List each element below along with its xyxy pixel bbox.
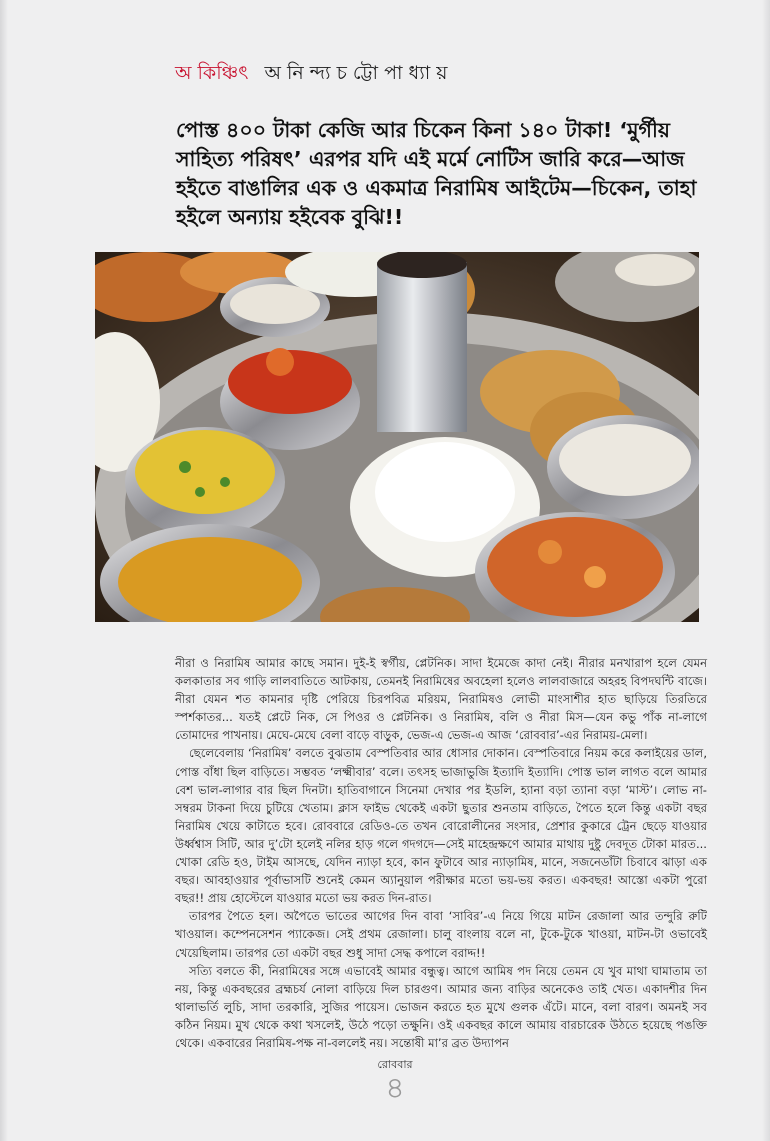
- article-paragraph: তারপর পৈতে হল। অপৈতে ভাতের আগের দিন বাবা ‘সাবির’-এ নিয়ে গিয়ে মাটন রেজালা আর তন্দুরি রুটি খাওয়াল। কম্পেনসেশন প্যাকেজ। সেই প্রথম রেজালা। চালু বাংলায় বলে না, টুকে-টুকে খাওয়া, মাটন-টা ওভাবেই খেয়েছিলাম। তারপর তো একটা বছর শুধু সাদা সেদ্ধ কপালে বরাদ্দ!!: [175, 909, 707, 960]
- author-name: অ নি ন্দ্য চ ট্টো পা ধ্যা য়: [264, 62, 448, 84]
- column-header: [175, 58, 695, 88]
- column-name: অ কিঞ্চিৎ: [175, 62, 249, 84]
- page-number: ৪: [385, 1071, 405, 1106]
- article-paragraph: ছেলেবেলায় ‘নিরামিষ’ বলতে বুঝতাম বেস্পতিবার আর ধোসার দোকান। বেস্পতিবারে নিয়ম করে কলাইয়ের ডাল, পোস্ত বাঁধা ছিল বাড়িতে। সম্ভবত ‘লক্ষ্মীবার’ বলে। তৎসহ ভাজাভুজি ইত্যাদি ইত্যাদি। পোস্ত ভাল লাগত বলে আমার বেশ ভাল-লাগার বার ছিল দিনটা। হাতিবাগানে সিনেমা দেখার পর ইডলি, হ্যানা বড়া ত্যানা বড়া ‘মাস্ট’। লোভ না-সম্বরম টাকনা দিয়ে চুটিয়ে খেতাম। ক্লাস ফাইভ থেকেই একটা ছুতার শুনতাম বাড়িতে, পৈতে হলে কিন্তু একটা বছর নিরামিষ খেয়ে কাটাতে হবে। রোববারে রেডিও-তে তখন বোরোলীনের সংসার, প্রেশার কুকারে ট্রেন ছেড়ে যাওয়ার উর্ধ্বশ্বাস সিটি, আর দু’টো হলেই নলির হাড় গলে গদগদে—সেই মাহেন্দ্রক্ষণে আমার মাথায় দুষ্টু দেবদূত টোকা মারত... খোকা রেডি হও, টাইম আসছে, যেদিন ন্যাড়া হবে, কান ফুটাবে আর ন্যাড়ামিষ, মানে, সজনেডাঁটা চিবাবে ঝাড়া এক বছর। আবহাওয়ার পূর্বাভাসটি শুনেই কেমন অ্যানুয়াল পরীক্ষার মতো ভয়-ভয় করত। একবছর! আস্তো একটা পুরো বছর!! প্রায় হোস্টেলে যাওয়ার মতো ভয় করত দিন-রাত।: [175, 746, 707, 906]
- article-paragraph: নীরা ও নিরামিষ আমার কাছে সমান। দুই-ই স্বর্গীয়, প্লেটনিক। সাদা ইমেজে কাদা নেই। নীরার মনখারাপ হলে যেমন কলকাতার সব গাড়ি লালবাতিতে আটকায়, তেমনই নিরামিষের অবহেলা হলেও লালবাজারে অহরহ বিপদঘন্টি বাজে। নীরা যেমন শত কামনার দৃষ্টি পেরিয়ে চিরপবিত্র মরিয়ম, নিরামিষও লোভী মাংসাশীর হাত ছাড়িয়ে তিরতিরে স্পর্শকাতর... যতই প্লেটে নিক, সে পিওর ও প্লেটনিক। ও নিরামিষ, বলি ও নীরা মিস—যেন কভু পাঁক না-লাগে তোমাদের পাখনায়। মেঘে-মেঘে বেলা বাড়ে বাড়ুক, ভেজ-এ ভেজ-এ আজ ‘রোববার’-এর নিরাময়-মেলা।: [175, 656, 707, 743]
- magazine-name: রোববার: [377, 1058, 413, 1071]
- food-thali-photo: [95, 252, 699, 622]
- headline: পোস্ত ৪০০ টাকা কেজি আর চিকেন কিনা ১৪০ টাকা! ‘মুর্গীয় সাহিত্য পরিষৎ’ এরপর যদি এই মর্মে নোটিস জারি করে—আজ হইতে বাঙালির এক ও একমাত্র নিরামিষ আইটেম—চিকেন, তাহা হইলে অন্যায় হইবেক বুঝি!!: [176, 118, 697, 229]
- article-paragraph: সত্যি বলতে কী, নিরামিষের সঙ্গে এভাবেই আমার বন্ধুত্ব। আগে আমিষ পদ নিয়ে তেমন যে খুব মাথা ঘামাতাম তা নয়, কিন্তু একবছরের ব্রহ্মচর্য নোলা বাড়িয়ে দিল চারগুণ। আমার জন্য বাড়ির অনেকেও তাই খেত। একাদশীর দিন থালাভর্তি লুচি, সাদা তরকারি, সুজির পায়েস। ভোজন করতে হত মুখে গুলক এঁটে। মানে, বলা বারণ। অমনই সব কঠিন নিয়ম। মুখ থেকে কথা খসলেই, উঠে পড়ো তক্ষুনি। ওই একবছর কালে আমায় বারচারেক উঠতে হয়েছে পঙক্তি থেকে। একবারের নিরামিষ-পক্ষ না-বললেই নয়। সন্তোষী মা’র ব্রত উদ্যাপন: [175, 963, 707, 1050]
- page-footer: [0, 1056, 770, 1106]
- article-body: [175, 654, 707, 1052]
